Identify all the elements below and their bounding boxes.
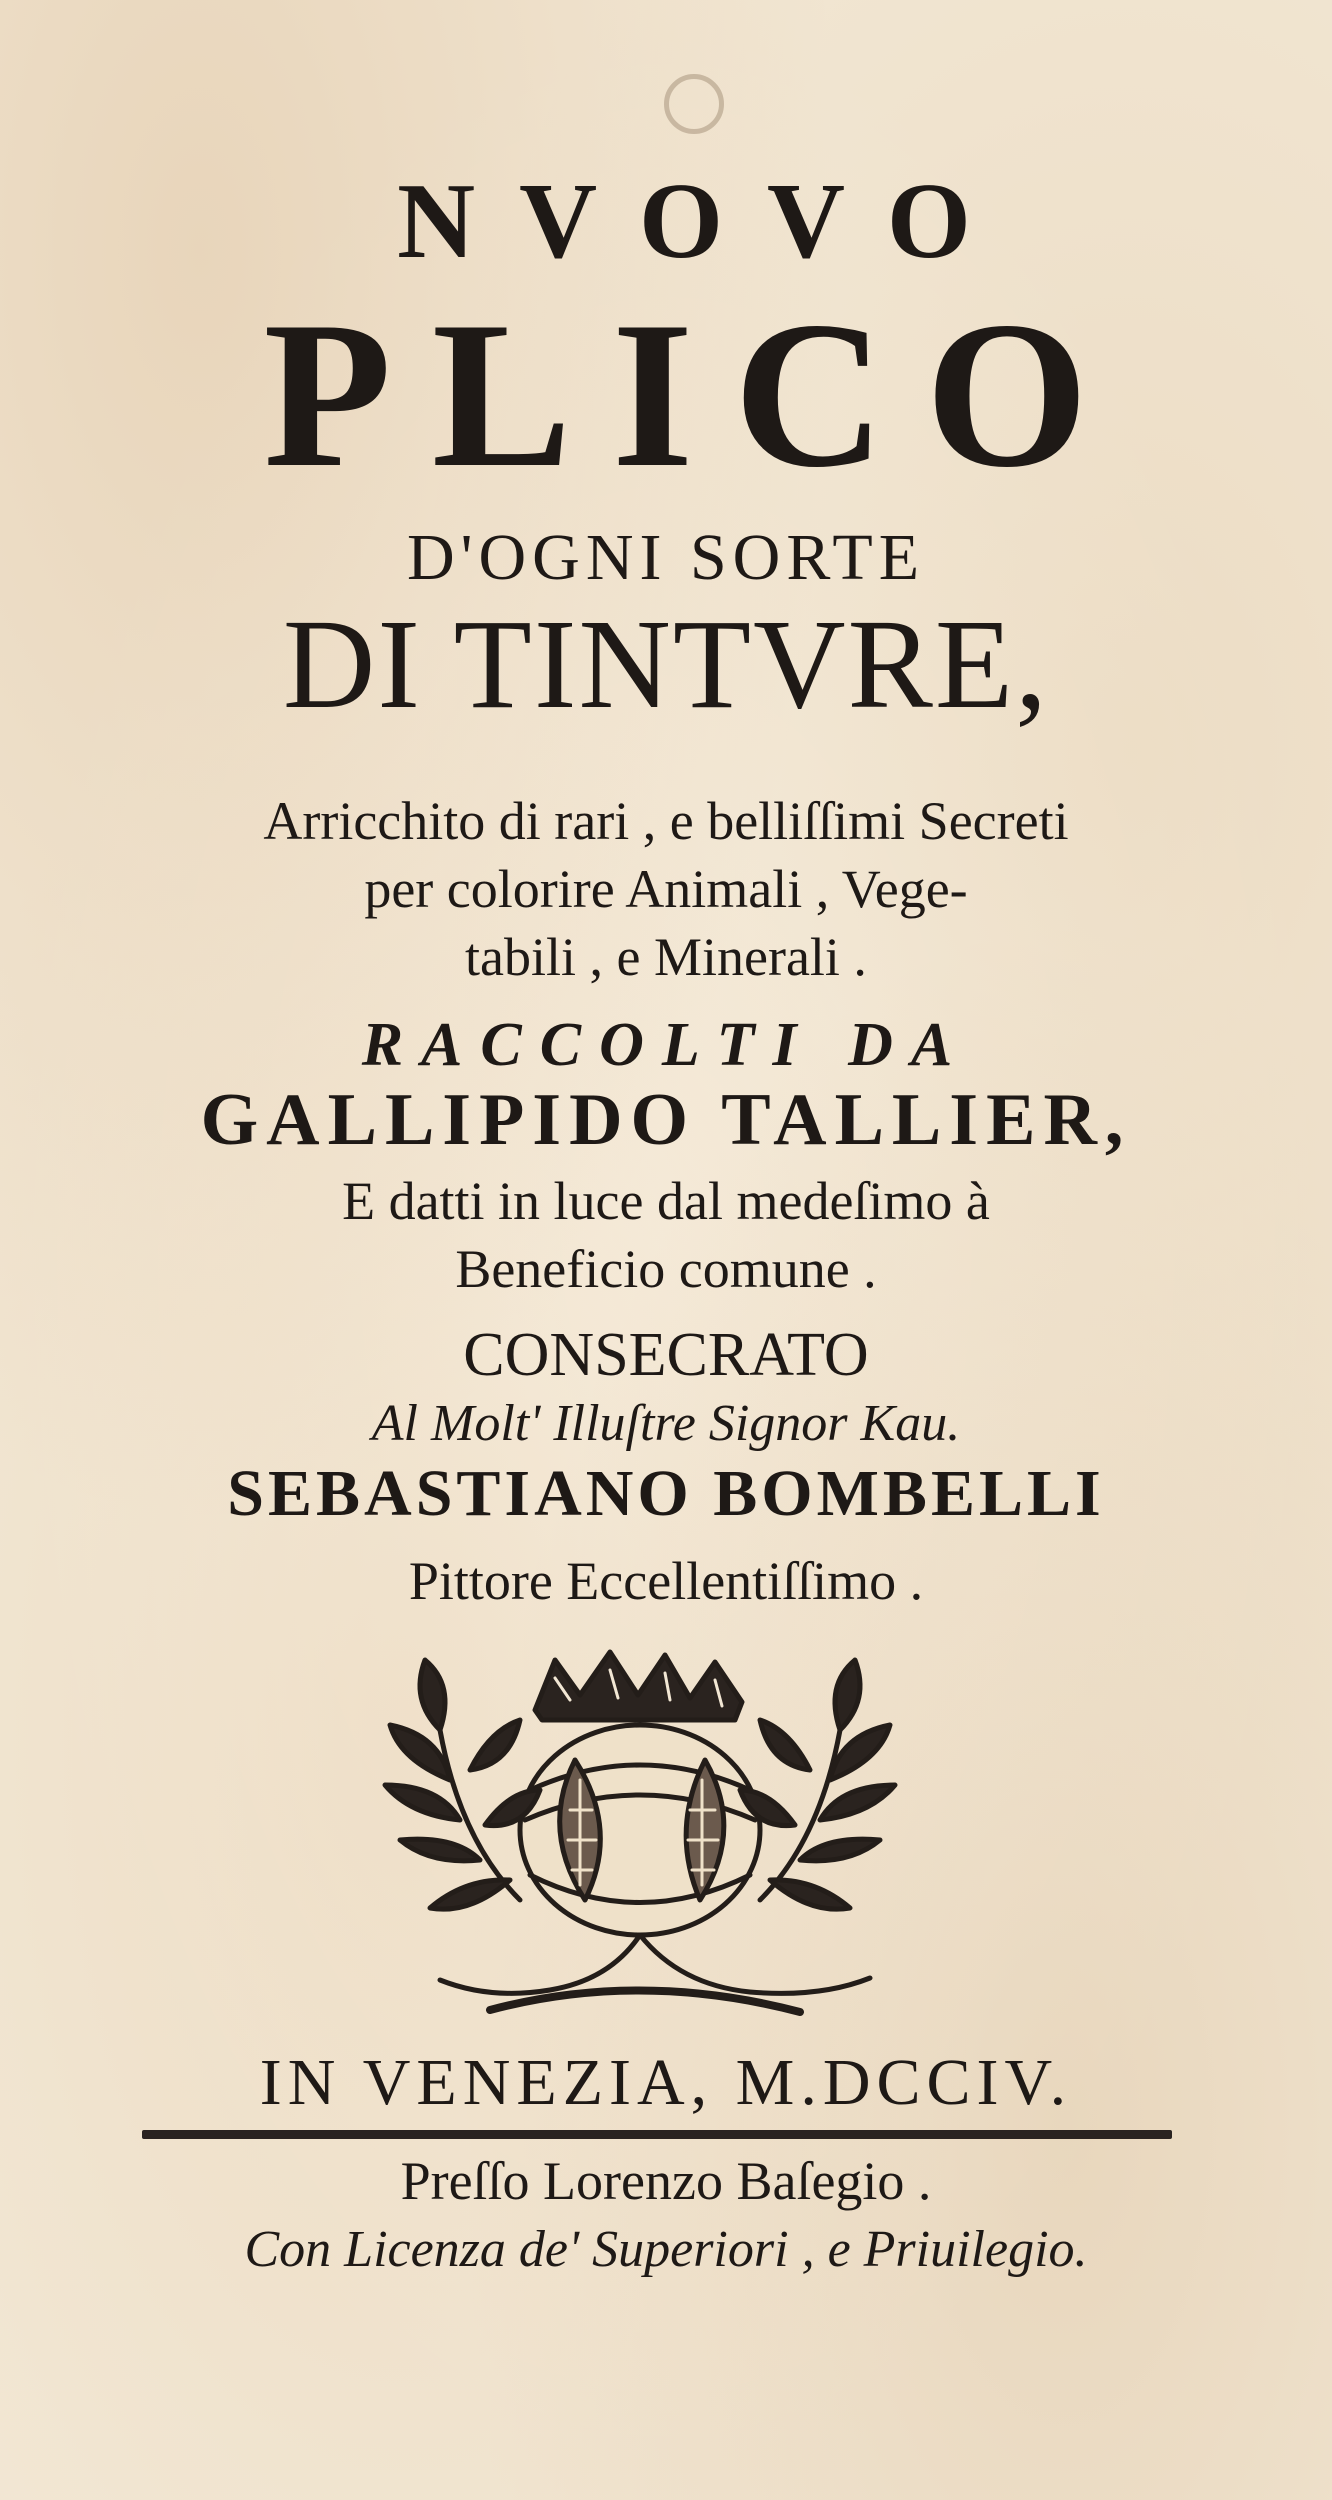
ink-circle-mark: [664, 74, 724, 134]
subtitle-ogni-sorte: D'OGNI SORTE: [406, 521, 926, 594]
published-line-2: Beneficio comune .: [455, 1239, 877, 1299]
description-line-1: Arricchito di rari , e belliſſimi Secreti: [263, 791, 1069, 851]
dedicatee-name: SEBASTIANO BOMBELLI: [227, 1457, 1105, 1530]
dedication-line: Al Molt' Illuſtre Signor Kau.: [371, 1395, 961, 1452]
description-line-2: per colorire Animali , Vege-: [364, 859, 968, 919]
divider-rule: [142, 2130, 1172, 2139]
subtitle-tinture: DI TINTVRE,: [282, 593, 1050, 735]
raccolti-da: RACCOLTI DA: [361, 1011, 971, 1079]
author-name: GALLIPIDO TALLIER,: [200, 1079, 1132, 1161]
consecrato: CONSECRATO: [463, 1321, 869, 1389]
pomegranate-ornament-icon: [370, 1640, 930, 2040]
title-plico: PLICO: [263, 279, 1129, 511]
description-line-3: tabili , e Minerali .: [465, 927, 867, 987]
title-nvovo: NVOVO: [397, 162, 1015, 281]
dedicatee-title: Pittore Eccellentiſſimo .: [408, 1551, 924, 1611]
imprint-place-date: IN VENEZIA, M.DCCIV.: [259, 2046, 1073, 2119]
published-line-1: E datti in luce dal medeſimo à: [342, 1171, 990, 1231]
license-line: Con Licenza de' Superiori , e Priuilegio.: [244, 2221, 1088, 2278]
printer-line: Preſſo Lorenzo Baſegio .: [400, 2151, 932, 2211]
